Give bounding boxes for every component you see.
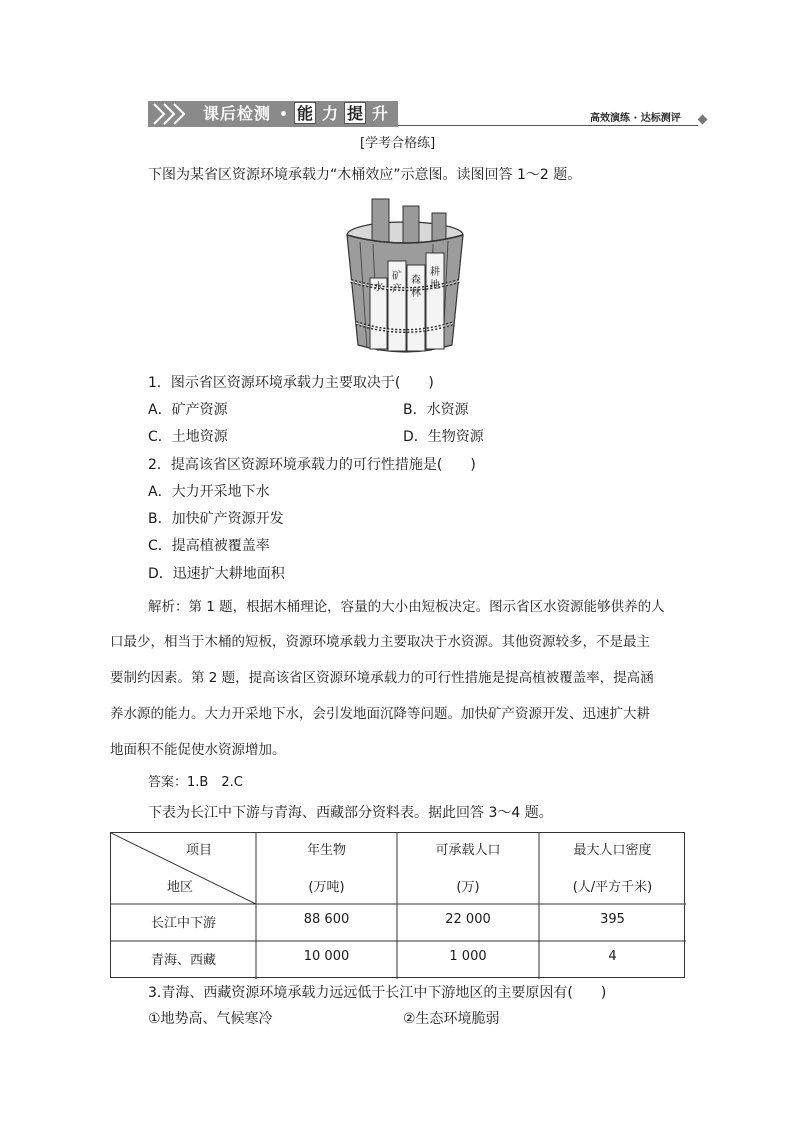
banner-char: 能 (294, 102, 316, 124)
question-3-option-2: ②生态环境脆弱 (403, 1011, 500, 1027)
banner-subtitle (294, 102, 394, 125)
banner-char: 提 (344, 102, 366, 124)
table-header-unit: (万) (456, 880, 480, 895)
banner-title: 课后检测 (203, 104, 272, 123)
section-tag: [学考合格练] (360, 136, 436, 151)
bucket-label-mineral: 产 (392, 284, 402, 295)
question-3-stem: 3.青海、西藏资源环境承载力远远低于长江中下游地区的主要原因有( ) (148, 985, 607, 1001)
bucket-label-forest: 林 (411, 288, 421, 299)
question-3-option-1: ①地势高、气候寒冷 (148, 1011, 273, 1027)
banner-char: 升 (371, 104, 388, 123)
question-1-stem: 1．图示省区资源环境承载力主要取决于( ) (148, 375, 434, 391)
wooden-bucket-figure (340, 193, 470, 363)
table-row-region: 长江中下游 (150, 916, 216, 931)
table-row-region: 青海、西藏 (150, 953, 216, 968)
question-2-option-b: B．加快矿产资源开发 (148, 511, 284, 527)
table-header: 最大人口密度 (573, 843, 652, 858)
table-header-unit: (人/平方千米) (572, 880, 653, 895)
diamond-icon (698, 115, 708, 125)
bucket-label-water: 水 (373, 282, 384, 293)
question-2-option-d: D．迅速扩大耕地面积 (148, 566, 285, 582)
table-cell: 10 000 (303, 949, 350, 964)
bucket-label-forest: 森 (411, 275, 421, 286)
question-1-option-b: B．水资源 (403, 402, 469, 418)
header-rule (398, 125, 698, 126)
bucket-label-farmland: 耕 (430, 267, 440, 278)
chevron-decoration-icon (150, 101, 198, 127)
table-header: 年生物 (306, 843, 346, 858)
analysis-line: 地面积不能促使水资源增加。 (110, 742, 286, 758)
intro-2-text: 下表为长江中下游与青海、西藏部分资料表。据此回答 3～4 题。 (148, 805, 553, 821)
table-cell: 4 (608, 949, 617, 964)
banner-char: 力 (321, 104, 338, 123)
table-corner-bottom: 地区 (167, 880, 194, 895)
table-header: 可承载人口 (435, 843, 501, 858)
bucket-label-mineral: 矿 (392, 271, 402, 282)
table-cell: 395 (600, 912, 625, 927)
question-2-option-a: A．大力开采地下水 (148, 484, 270, 500)
analysis-line: 要制约因素。第 2 题，提高该省区资源环境承载力的可行性措施是提高植被覆盖率，提高涵 (110, 670, 654, 686)
data-table (110, 832, 685, 978)
analysis-line: 解析：第 1 题，根据木桶理论，容量的大小由短板决定。图示省区水资源能够供养的人 (148, 599, 665, 615)
answer-text: 答案：1.B 2.C (148, 775, 243, 790)
banner-separator-dot (281, 111, 286, 116)
intro-text: 下图为某省区资源环境承载力“木桶效应”示意图。读图回答 1～2 题。 (148, 167, 582, 183)
bucket-label-farmland: 地 (430, 280, 440, 291)
question-1-option-a: A．矿产资源 (148, 402, 228, 418)
table-cell: 22 000 (445, 912, 491, 927)
analysis-line: 口最少，相当于木桶的短板，资源环境承载力主要取决于水资源。其他资源较多，不是最主 (110, 634, 650, 650)
table-corner-top: 项目 (186, 843, 213, 858)
table-cell: 88 600 (303, 912, 350, 927)
question-2-stem: 2．提高该省区资源环境承载力的可行性措施是( ) (148, 457, 476, 473)
analysis-line: 养水源的能力。大力开采地下水，会引发地面沉降等问题。加快矿产资源开发、迅速扩大耕 (110, 706, 650, 722)
table-header-unit: (万吨) (308, 880, 345, 895)
header-right-text: 高效演练 · 达标测评 (590, 113, 681, 124)
question-1-option-d: D．生物资源 (403, 429, 484, 445)
table-cell: 1 000 (449, 949, 487, 964)
question-1-option-c: C．土地资源 (148, 429, 228, 445)
question-2-option-c: C．提高植被覆盖率 (148, 538, 270, 554)
